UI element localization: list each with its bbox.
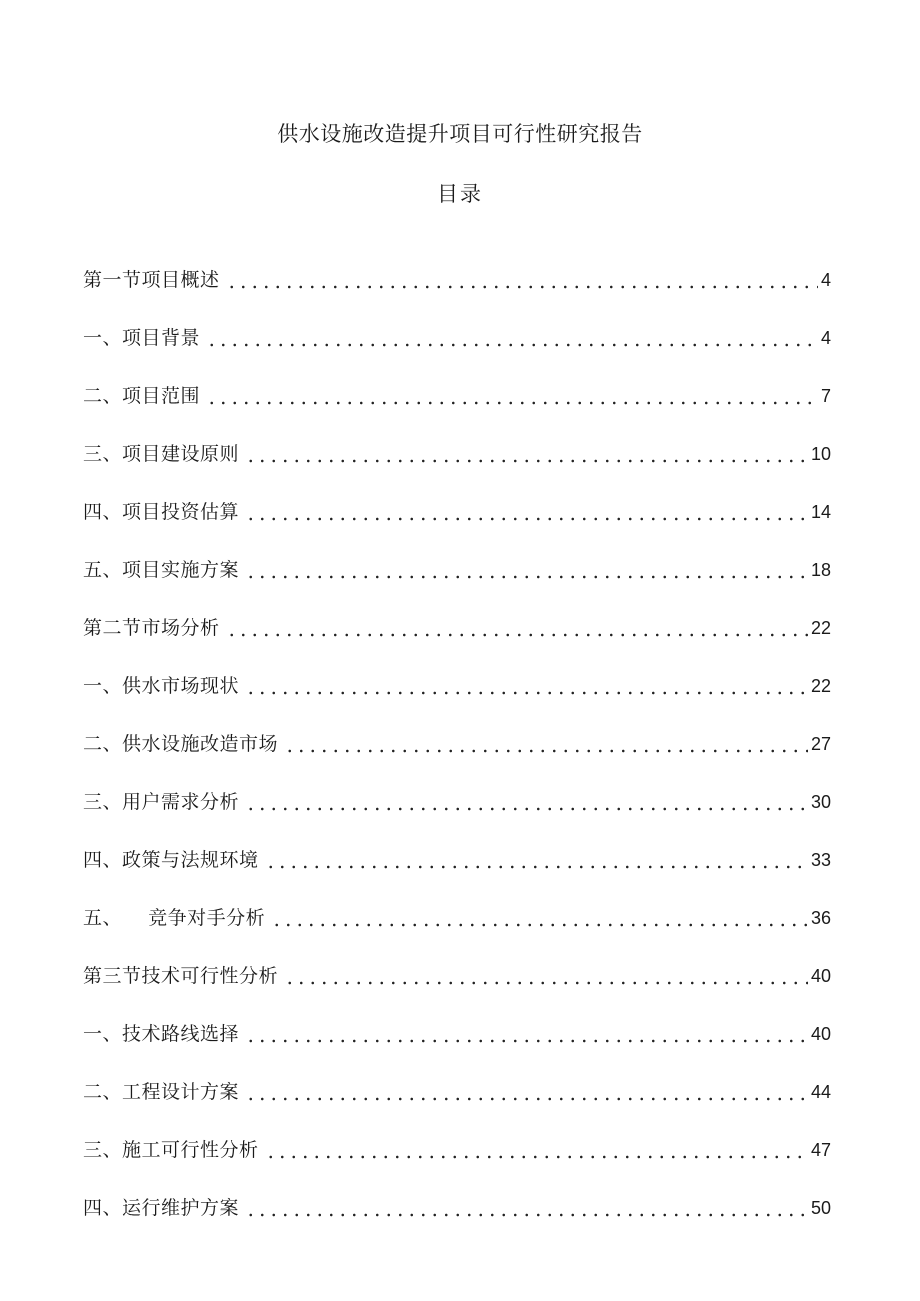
toc-entry-label: 三、项目建设原则 [83,443,240,465]
toc-page-number: 4 [820,328,831,348]
toc-dot-leader [245,497,808,527]
toc-page-number: 50 [810,1198,831,1218]
toc-entry[interactable] [83,527,831,585]
toc-dot-leader [245,439,808,469]
table-of-contents [83,237,831,1223]
toc-entry-label: 第一节项目概述 [83,269,220,291]
toc-entry-label: 一、项目背景 [83,327,201,349]
toc-entry-label: 四、政策与法规环境 [83,849,259,871]
toc-entry[interactable] [83,1165,831,1223]
toc-entry-label: 二、工程设计方案 [83,1081,240,1103]
toc-dot-leader [206,323,818,353]
toc-entry[interactable] [83,933,831,991]
toc-page-number: 10 [810,444,831,464]
toc-page-number: 44 [810,1082,831,1102]
toc-entry-label: 三、用户需求分析 [83,791,240,813]
toc-entry-label: 四、项目投资估算 [83,501,240,523]
toc-entry[interactable] [83,585,831,643]
toc-page-number: 47 [810,1140,831,1160]
toc-entry[interactable] [83,469,831,527]
toc-page-number: 30 [810,792,831,812]
toc-dot-leader [271,903,808,933]
toc-dot-leader [265,1135,808,1165]
toc-entry-label: 五、 竞争对手分析 [83,907,266,929]
toc-page-number: 33 [810,850,831,870]
toc-heading: 目录 [437,182,483,206]
toc-page-number: 36 [810,908,831,928]
toc-dot-leader [284,961,808,991]
toc-page-number: 40 [810,1024,831,1044]
toc-page-number: 40 [810,966,831,986]
toc-page-number: 14 [810,502,831,522]
toc-page-number: 7 [820,386,831,406]
toc-entry-label: 一、技术路线选择 [83,1023,240,1045]
toc-entry[interactable] [83,991,831,1049]
toc-dot-leader [245,1077,808,1107]
toc-dot-leader [226,613,808,643]
toc-dot-leader [245,787,808,817]
toc-entry-label: 第三节技术可行性分析 [83,965,279,987]
toc-entry[interactable] [83,759,831,817]
toc-page-number: 22 [810,618,831,638]
toc-entry[interactable] [83,1049,831,1107]
toc-entry[interactable] [83,237,831,295]
toc-entry[interactable] [83,353,831,411]
toc-entry[interactable] [83,701,831,759]
toc-entry[interactable] [83,411,831,469]
toc-page-number: 4 [820,270,831,290]
toc-entry[interactable] [83,1107,831,1165]
toc-page-number: 22 [810,676,831,696]
toc-entry-label: 二、供水设施改造市场 [83,733,279,755]
document-title: 供水设施改造提升项目可行性研究报告 [277,122,643,146]
toc-entry[interactable] [83,643,831,701]
toc-dot-leader [284,729,808,759]
toc-entry-label: 一、供水市场现状 [83,675,240,697]
toc-entry-label: 五、项目实施方案 [83,559,240,581]
toc-entry-label: 三、施工可行性分析 [83,1139,259,1161]
toc-page-number: 18 [810,560,831,580]
toc-entry[interactable] [83,817,831,875]
toc-page-number: 27 [810,734,831,754]
toc-entry-label: 二、项目范围 [83,385,201,407]
toc-dot-leader [245,1019,808,1049]
toc-dot-leader [265,845,808,875]
toc-entry-label: 第二节市场分析 [83,617,220,639]
toc-dot-leader [245,555,808,585]
toc-entry[interactable] [83,875,831,933]
toc-dot-leader [226,265,818,295]
toc-entry[interactable] [83,295,831,353]
toc-entry-label: 四、运行维护方案 [83,1197,240,1219]
toc-dot-leader [245,1193,808,1223]
toc-dot-leader [245,671,808,701]
toc-dot-leader [206,381,818,411]
